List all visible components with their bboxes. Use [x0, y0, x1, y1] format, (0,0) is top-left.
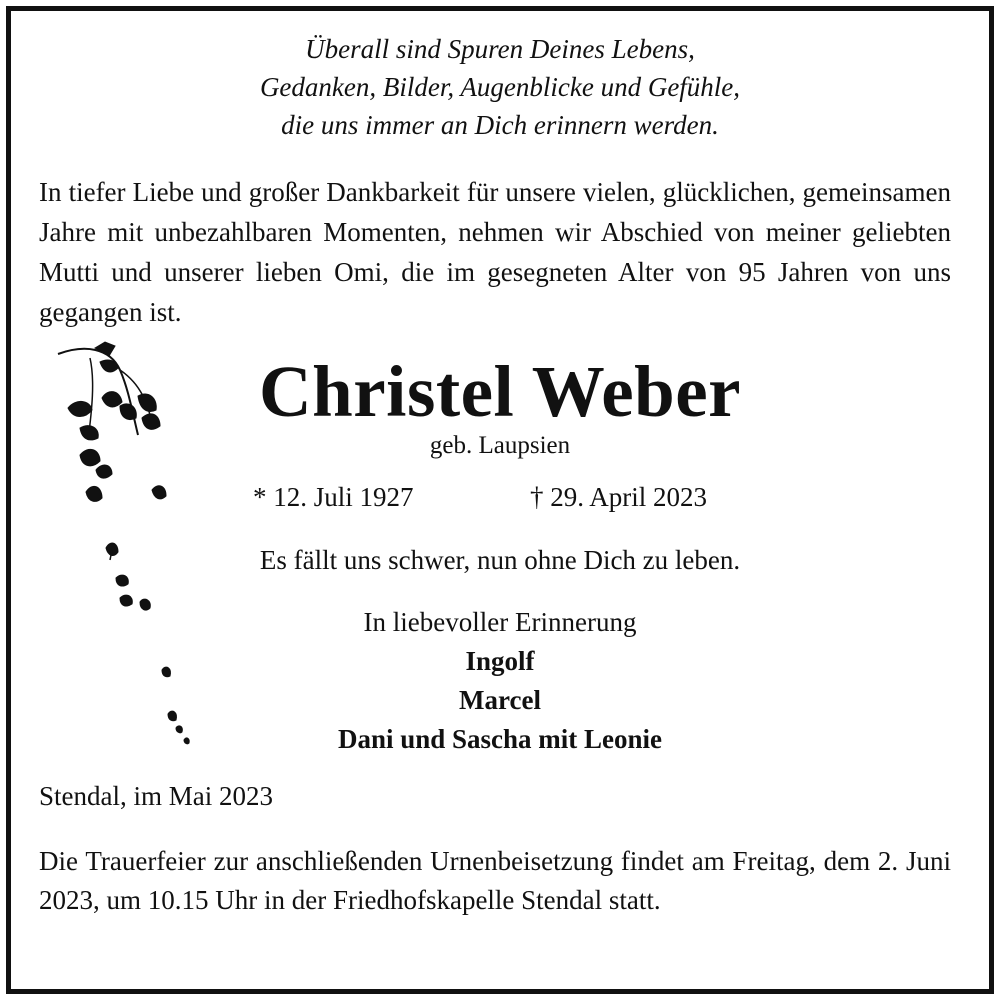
mourner-name: Dani und Sascha mit Leonie — [337, 724, 663, 754]
mourner-name: Marcel — [459, 685, 541, 715]
motto-verse — [0, 30, 1000, 144]
death-date: † 29. April 2023 — [530, 482, 708, 512]
motto-line: Gedanken, Bilder, Augenblicke und Gefühle, — [259, 72, 741, 102]
memory-line: In liebevoller Erinnerung — [363, 607, 637, 637]
place-and-date: Stendal, im Mai 2023 — [39, 781, 273, 811]
service-notice: Die Trauerfeier zur anschließenden Urnenbeisetzung findet am Freitag, dem 2. Juni 2023, um 10.15 Uhr in der Friedhofskapelle Stendal statt. — [39, 846, 951, 915]
mourner-list — [0, 642, 1000, 759]
mourner-name: Ingolf — [465, 646, 535, 676]
saying-line: Es fällt uns schwer, nun ohne Dich zu leben. — [259, 545, 741, 575]
intro-paragraph: In tiefer Liebe und großer Dankbarkeit für unsere vielen, glücklichen, gemeinsamen Jahre mit unbezahlbaren Momenten, nehmen wir Abschied von meiner geliebten Mutti und unserer lieben Omi, die im gesegneten Alter von 95 Jahren von uns gegangen ist. — [39, 177, 951, 327]
motto-line: die uns immer an Dich erinnern werden. — [281, 110, 719, 140]
deceased-name: Christel Weber — [258, 351, 742, 432]
birth-name: geb. Laupsien — [429, 432, 571, 459]
motto-line: Überall sind Spuren Deines Lebens, — [305, 34, 695, 64]
birth-date: * 12. Juli 1927 — [253, 482, 414, 512]
